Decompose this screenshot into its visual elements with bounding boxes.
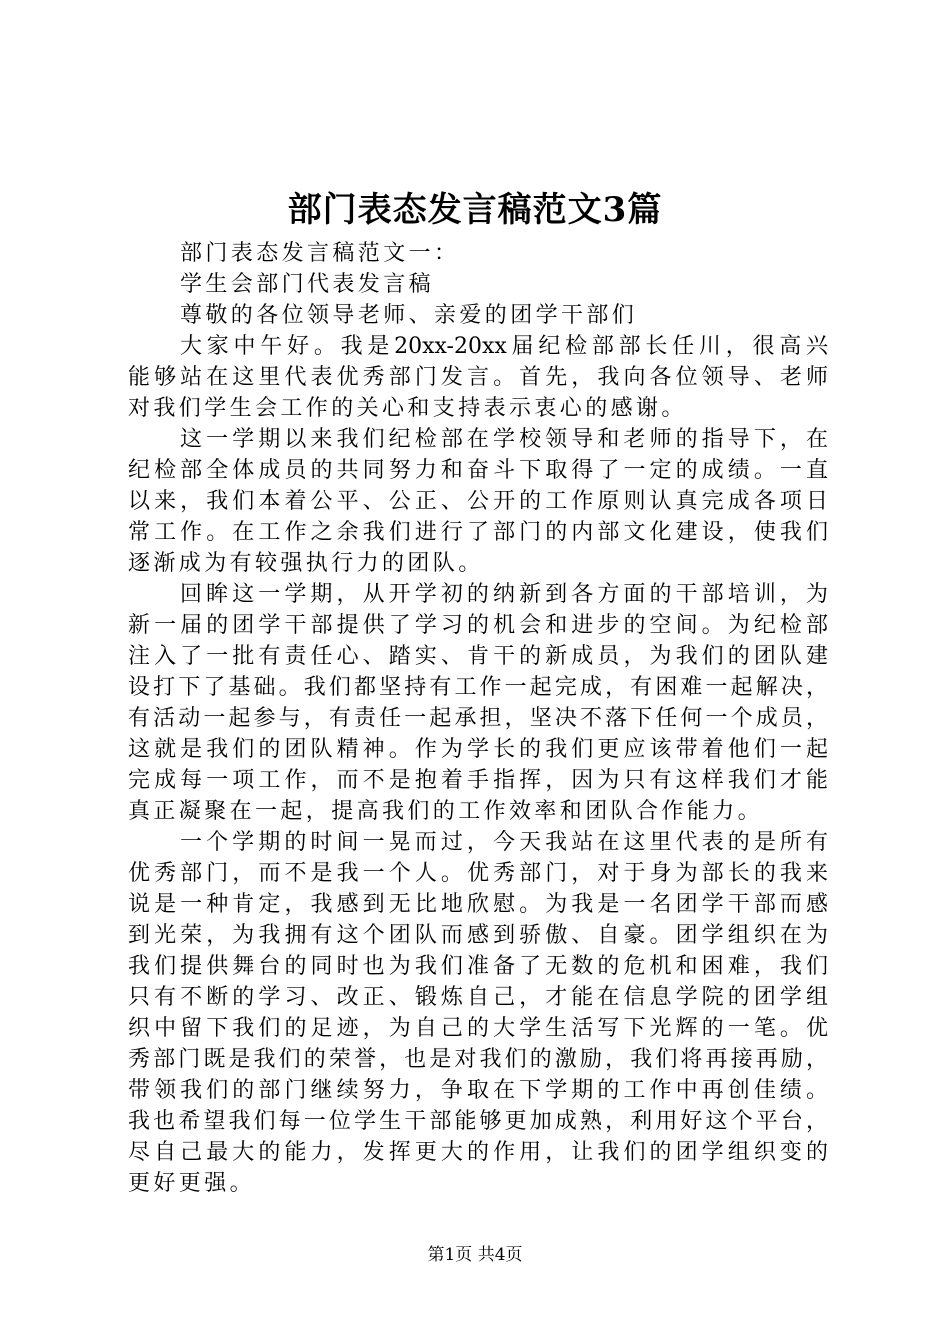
text-line: 注入了一批有责任心、踏实、肯干的新成员，为我们的团队建 <box>128 644 828 669</box>
text-line: 说是一种肯定，我感到无比地欣慰。为我是一名团学干部而感 <box>128 892 828 917</box>
text-line: 更好更强。 <box>128 1171 256 1196</box>
text-line: 我们提供舞台的同时也为我们准备了无数的危机和困难，我们 <box>128 954 828 979</box>
page-title: 部门表态发言稿范文3篇 <box>287 190 663 230</box>
text-line: 一个学期的时间一晃而过，今天我站在这里代表的是所有 <box>180 830 828 855</box>
text-line: 常工作。在工作之余我们进行了部门的内部文化建设，使我们 <box>128 520 828 545</box>
text-line: 有活动一起参与，有责任一起承担，坚决不落下任何一个成员， <box>128 706 828 731</box>
text-line: 优秀部门，而不是我一个人。优秀部门，对于身为部长的我来 <box>128 861 828 886</box>
text-line: 尊敬的各位领导老师、亲爱的团学干部们 <box>180 303 638 328</box>
text-line: 带领我们的部门继续努力，争取在下学期的工作中再创佳绩。 <box>128 1078 828 1103</box>
text-line: 能够站在这里代表优秀部门发言。首先，我向各位领导、老师 <box>128 365 828 390</box>
text-line: 学生会部门代表发言稿 <box>180 272 435 297</box>
document-body <box>128 238 828 1199</box>
text-line: 对我们学生会工作的关心和支持表示衷心的感谢。 <box>128 396 687 421</box>
text-line: 这一学期以来我们纪检部在学校领导和老师的指导下，在 <box>180 427 828 452</box>
text-line: 秀部门既是我们的荣誉，也是对我们的激励，我们将再接再励， <box>128 1047 828 1072</box>
text-line: 纪检部全体成员的共同努力和奋斗下取得了一定的成绩。一直 <box>128 458 828 483</box>
text-line: 新一届的团学干部提供了学习的机会和进步的空间。为纪检部 <box>128 613 828 638</box>
text-line: 大家中午好。我是20xx-20xx届纪检部部长任川，很高兴 <box>180 334 828 359</box>
text-line: 回眸这一学期，从开学初的纳新到各方面的干部培训，为 <box>180 582 828 607</box>
text-line: 只有不断的学习、改正、锻炼自己，才能在信息学院的团学组 <box>128 985 828 1010</box>
text-line: 织中留下我们的足迹，为自己的大学生活写下光辉的一笔。优 <box>128 1016 828 1041</box>
page-footer: 第1页 共4页 <box>427 1245 523 1265</box>
text-line: 尽自己最大的能力，发挥更大的作用，让我们的团学组织变的 <box>128 1140 828 1165</box>
text-line: 我也希望我们每一位学生干部能够更加成熟，利用好这个平台， <box>128 1109 828 1134</box>
text-line: 以来，我们本着公平、公正、公开的工作原则认真完成各项日 <box>128 489 828 514</box>
text-line: 逐渐成为有较强执行力的团队。 <box>128 551 484 576</box>
text-line: 部门表态发言稿范文一： <box>180 241 460 266</box>
text-line: 真正凝聚在一起，提高我们的工作效率和团队合作能力。 <box>128 799 764 824</box>
text-line: 到光荣，为我拥有这个团队而感到骄傲、自豪。团学组织在为 <box>128 923 828 948</box>
text-line: 完成每一项工作，而不是抱着手指挥，因为只有这样我们才能 <box>128 768 828 793</box>
text-line: 设打下了基础。我们都坚持有工作一起完成，有困难一起解决， <box>128 675 828 700</box>
text-line: 这就是我们的团队精神。作为学长的我们更应该带着他们一起 <box>128 737 828 762</box>
